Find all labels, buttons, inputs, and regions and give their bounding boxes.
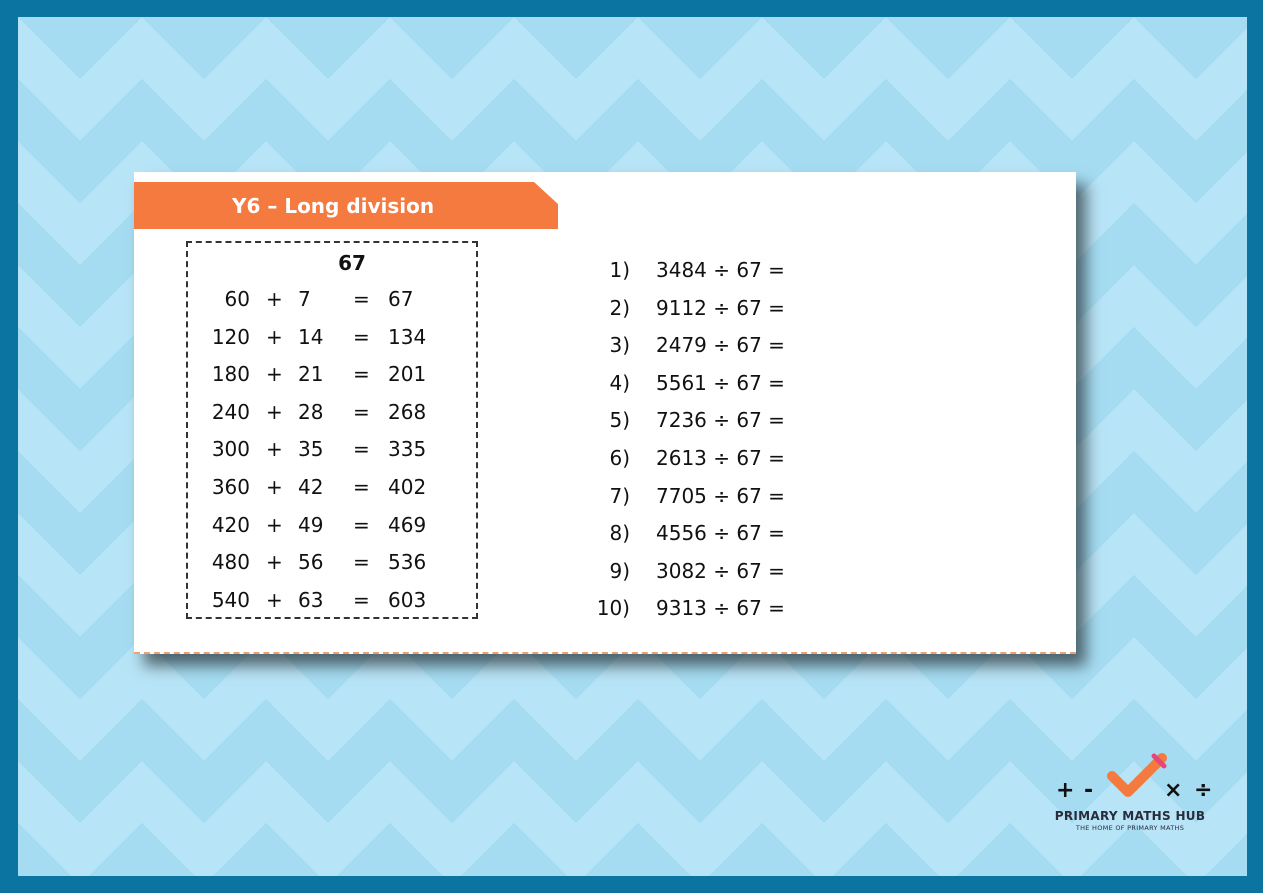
- question-item: [594, 559, 854, 589]
- reference-row: [188, 588, 476, 618]
- equals-sign: =: [353, 287, 370, 311]
- question-number: 6): [609, 446, 630, 470]
- question-item: [594, 408, 854, 438]
- equals-sign: =: [353, 437, 370, 462]
- primary-maths-hub-logo: [1030, 738, 1230, 838]
- question-number: 7): [609, 483, 630, 508]
- reference-value-a: 480: [211, 550, 250, 575]
- reference-value-a: 420: [211, 512, 250, 537]
- plus-sign: +: [266, 512, 283, 537]
- reference-row: [188, 400, 476, 430]
- reference-value-a: 540: [211, 587, 250, 612]
- reference-result: 134: [388, 324, 427, 349]
- question-number: 3): [609, 333, 630, 358]
- reference-value-b: 28: [298, 399, 324, 424]
- equals-sign: =: [353, 587, 370, 612]
- reference-box: [186, 241, 478, 619]
- minus-icon: -: [1084, 778, 1094, 803]
- plus-sign: +: [266, 587, 283, 612]
- question-expression: 3484 ÷ 67 =: [656, 258, 785, 282]
- reference-result: 469: [388, 512, 427, 537]
- question-expression: 7705 ÷ 67 =: [656, 483, 785, 508]
- times-icon: ×: [1164, 778, 1183, 803]
- question-expression: 9313 ÷ 67 =: [656, 596, 785, 621]
- reference-value-b: 63: [298, 587, 324, 612]
- reference-row: [188, 325, 476, 355]
- reference-result: 536: [388, 550, 427, 575]
- plus-sign: +: [266, 362, 283, 387]
- divide-icon: ÷: [1194, 778, 1213, 803]
- page-title: Y6 – Long division: [232, 194, 435, 218]
- question-item: [594, 296, 854, 326]
- equals-sign: =: [353, 324, 370, 349]
- question-expression: 9112 ÷ 67 =: [656, 295, 785, 320]
- reference-value-a: 60: [224, 287, 250, 311]
- question-expression: 7236 ÷ 67 =: [656, 408, 785, 433]
- reference-value-a: 240: [211, 399, 250, 424]
- question-expression: 4556 ÷ 67 =: [656, 521, 785, 546]
- reference-result: 268: [388, 399, 427, 424]
- question-item: [594, 484, 854, 514]
- reference-value-a: 180: [211, 362, 250, 387]
- question-number: 5): [609, 408, 630, 433]
- reference-value-b: 7: [298, 287, 311, 311]
- logo-tagline: THE HOME OF PRIMARY MATHS: [1075, 824, 1185, 832]
- question-number: 9): [609, 558, 630, 583]
- reference-row: [188, 437, 476, 467]
- question-number: 10): [596, 596, 630, 621]
- reference-result: 603: [388, 587, 427, 612]
- reference-row: [188, 287, 476, 317]
- checkmark-icon: [1106, 752, 1170, 804]
- reference-row: [188, 475, 476, 505]
- reference-value-b: 56: [298, 550, 324, 575]
- question-item: [594, 596, 854, 626]
- reference-value-b: 14: [298, 324, 324, 349]
- equals-sign: =: [353, 362, 370, 387]
- plus-sign: +: [266, 550, 283, 575]
- question-expression: 3082 ÷ 67 =: [656, 558, 785, 583]
- question-item: [594, 258, 854, 288]
- plus-sign: +: [266, 399, 283, 424]
- reference-row: [188, 513, 476, 543]
- question-item: [594, 333, 854, 363]
- equals-sign: =: [353, 399, 370, 424]
- equals-sign: =: [353, 475, 370, 499]
- reference-value-a: 360: [211, 475, 250, 499]
- question-number: 1): [609, 258, 630, 282]
- reference-result: 335: [388, 437, 427, 462]
- equals-sign: =: [353, 512, 370, 537]
- question-number: 4): [609, 370, 630, 395]
- question-item: [594, 446, 854, 476]
- question-number: 2): [609, 295, 630, 320]
- reference-value-b: 35: [298, 437, 324, 462]
- question-expression: 5561 ÷ 67 =: [656, 370, 785, 395]
- question-number: 8): [609, 521, 630, 546]
- plus-sign: +: [266, 324, 283, 349]
- reference-result: 201: [388, 362, 427, 387]
- plus-sign: +: [266, 287, 283, 311]
- reference-row: [188, 362, 476, 392]
- reference-value-a: 120: [211, 324, 250, 349]
- reference-result: 402: [388, 475, 427, 499]
- equals-sign: =: [353, 550, 370, 575]
- worksheet-card: [134, 172, 1076, 654]
- reference-row: [188, 550, 476, 580]
- question-item: [594, 371, 854, 401]
- logo-name: PRIMARY MATHS HUB: [1054, 809, 1206, 823]
- reference-result: 67: [388, 287, 414, 311]
- reference-value-b: 21: [298, 362, 324, 387]
- plus-sign: +: [266, 475, 283, 499]
- question-expression: 2479 ÷ 67 =: [656, 333, 785, 358]
- reference-value-a: 300: [211, 437, 250, 462]
- reference-header: 67: [338, 251, 366, 275]
- question-item: [594, 521, 854, 551]
- reference-value-b: 49: [298, 512, 324, 537]
- reference-value-b: 42: [298, 475, 324, 499]
- plus-icon: +: [1056, 778, 1075, 803]
- plus-sign: +: [266, 437, 283, 462]
- question-expression: 2613 ÷ 67 =: [656, 446, 785, 470]
